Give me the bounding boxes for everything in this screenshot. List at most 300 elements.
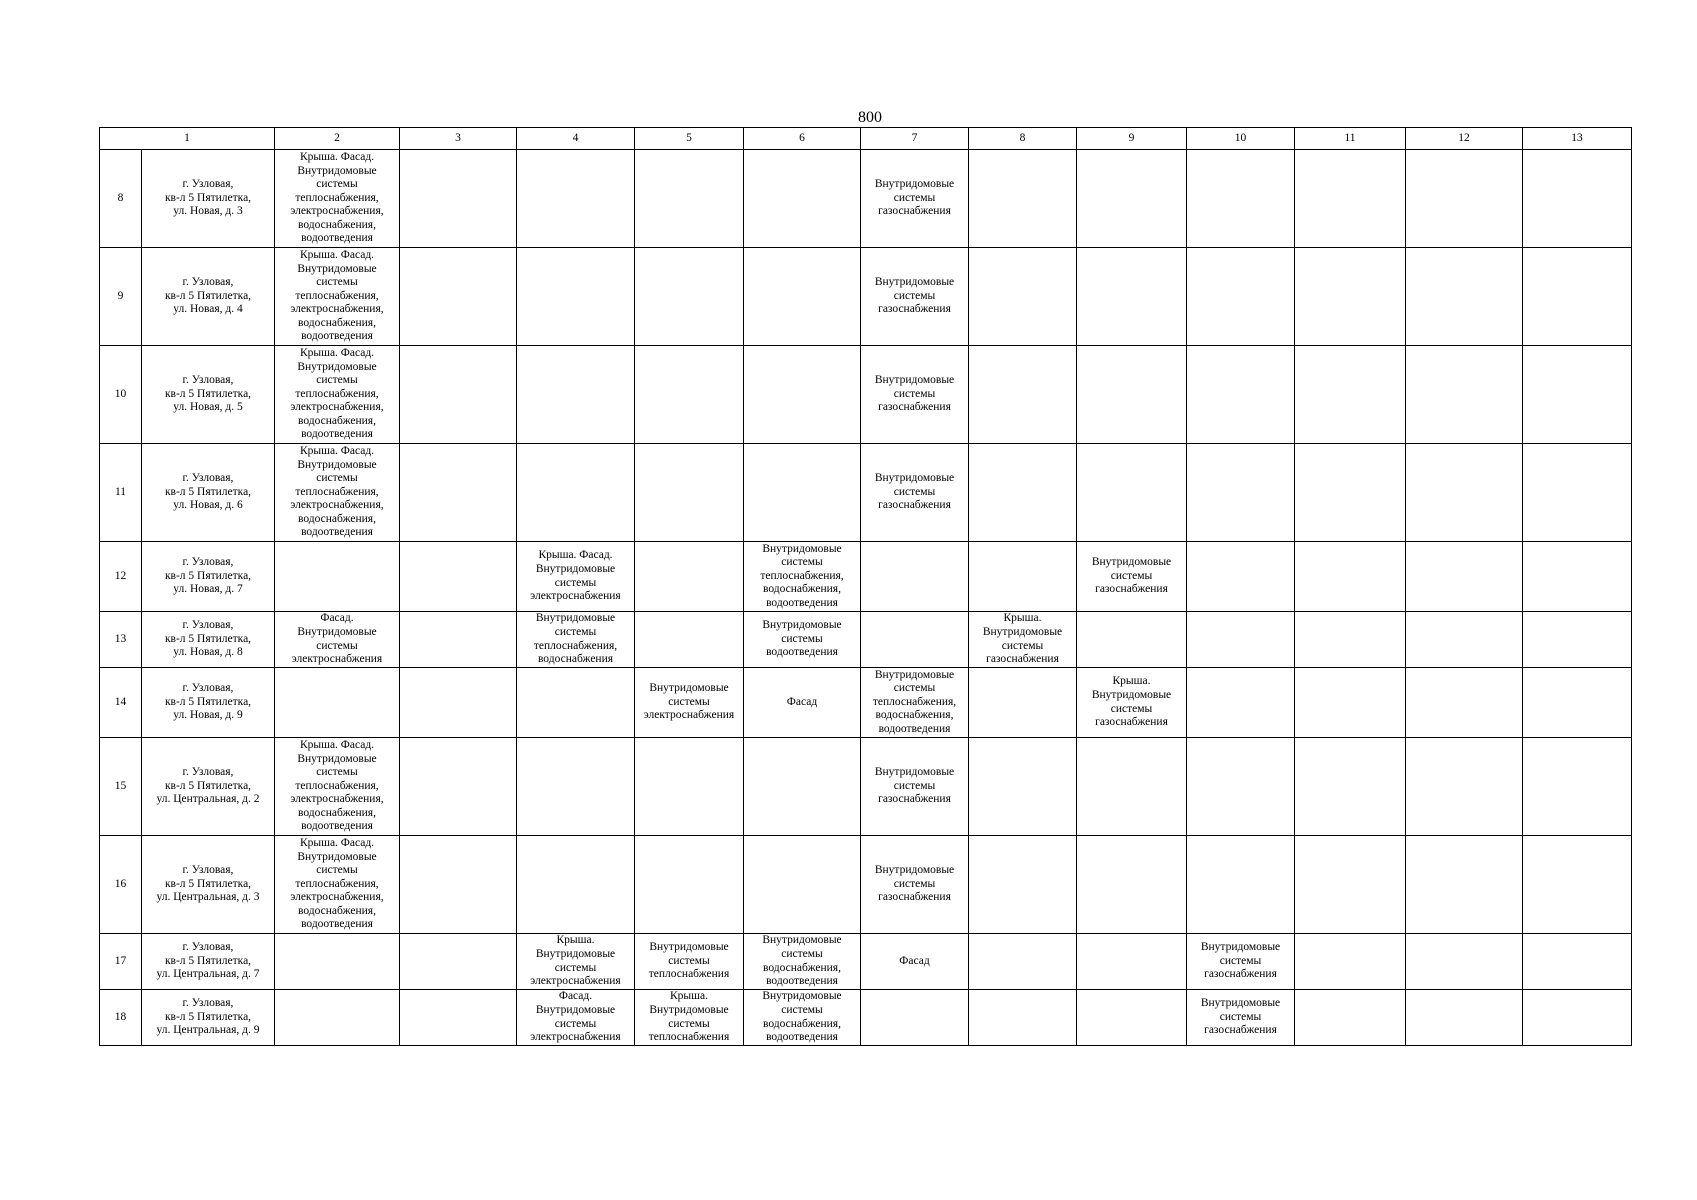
work-cell-col-13 <box>1523 738 1632 836</box>
work-cell-col-3 <box>400 612 517 668</box>
work-text-line: теплоснабжения, <box>295 387 379 400</box>
work-text-line: Внутридомовые <box>874 766 955 779</box>
work-cell-col-4 <box>517 990 635 1046</box>
work-text-line: теплоснабжения <box>648 968 730 981</box>
work-text-line: системы <box>554 576 597 589</box>
work-cell-col-4 <box>517 346 635 444</box>
work-text-line: системы <box>893 485 936 498</box>
work-cell-col-11 <box>1295 668 1406 738</box>
work-cell-col-11 <box>1295 150 1406 248</box>
work-cell-col-2 <box>275 990 400 1046</box>
table-row <box>100 612 1632 668</box>
work-text-line: Внутридомовые <box>297 360 377 373</box>
work-cell-col-9 <box>1077 738 1187 836</box>
work-text-line: теплоснабжения, <box>295 191 379 204</box>
address-cell <box>142 444 275 542</box>
work-cell-col-5 <box>635 150 744 248</box>
work-cell-col-3 <box>400 668 517 738</box>
address-line: ул. Новая, д. 7 <box>173 583 243 596</box>
address-cell <box>142 150 275 248</box>
work-text-line: системы <box>316 766 358 779</box>
work-text-line: водоснабжения <box>537 653 614 666</box>
work-cell-col-2 <box>275 738 400 836</box>
work-cell-col-8 <box>969 248 1077 346</box>
work-text-line: системы <box>316 276 358 289</box>
work-cell-col-7 <box>861 668 969 738</box>
work-text-line: Крыша. Фасад. <box>299 836 375 849</box>
work-cell-col-8 <box>969 542 1077 612</box>
work-cell-col-7 <box>861 346 969 444</box>
work-text-line: системы <box>1219 954 1262 967</box>
work-cell-col-6 <box>744 346 861 444</box>
work-cell-col-8 <box>969 738 1077 836</box>
work-text-line: системы <box>668 695 710 708</box>
work-text-line: системы <box>781 556 823 569</box>
work-cell-col-11 <box>1295 346 1406 444</box>
work-cell-col-8 <box>969 934 1077 990</box>
row-number-cell: 8 <box>100 150 142 248</box>
work-text-line: Крыша. Фасад. <box>299 738 375 751</box>
address-line: г. Узловая, <box>182 941 234 954</box>
work-cell-col-4 <box>517 738 635 836</box>
row-number-cell: 18 <box>100 990 142 1046</box>
address-line: кв-л 5 Пятилетка, <box>164 485 252 498</box>
work-cell-col-7 <box>861 150 969 248</box>
column-header: 10 <box>1187 128 1295 150</box>
work-text-line: газоснабжения <box>1095 583 1168 596</box>
work-cell-col-11 <box>1295 738 1406 836</box>
work-cell-col-11 <box>1295 248 1406 346</box>
work-text-line: водоснабжения, <box>298 806 376 819</box>
work-text-line: системы <box>316 374 358 387</box>
work-cell-col-3 <box>400 934 517 990</box>
work-cell-col-2 <box>275 444 400 542</box>
address-line: ул. Центральная, д. 9 <box>156 1024 260 1037</box>
table-row <box>100 346 1632 444</box>
work-text-line: Крыша. Фасад. <box>538 549 613 562</box>
work-cell-col-13 <box>1523 542 1632 612</box>
work-cell-col-7 <box>861 542 969 612</box>
column-header: 4 <box>517 128 635 150</box>
work-cell-col-10 <box>1187 444 1295 542</box>
work-text-line: водоснабжения, <box>763 961 841 974</box>
work-cell-col-9 <box>1077 934 1187 990</box>
address-line: г. Узловая, <box>182 178 234 191</box>
work-cell-col-6 <box>744 150 861 248</box>
work-text-line: газоснабжения <box>878 303 951 316</box>
address-line: кв-л 5 Пятилетка, <box>164 569 252 582</box>
work-cell-col-7 <box>861 444 969 542</box>
work-cell-col-11 <box>1295 542 1406 612</box>
work-text-line: водоотведения <box>766 1031 838 1044</box>
work-text-line: Внутридомовые <box>874 472 955 485</box>
work-cell-col-5 <box>635 346 744 444</box>
work-text-line: электроснабжения <box>530 1031 621 1044</box>
work-cell-col-8 <box>969 444 1077 542</box>
work-cell-col-13 <box>1523 836 1632 934</box>
table-row <box>100 150 1632 248</box>
work-text-line: электроснабжения, <box>290 793 384 806</box>
work-text-line: электроснабжения, <box>290 499 384 512</box>
address-line: ул. Центральная, д. 3 <box>156 891 260 904</box>
address-cell <box>142 542 275 612</box>
work-text-line: водоснабжения, <box>763 1017 841 1030</box>
work-text-line: системы <box>893 289 936 302</box>
page-number: 800 <box>858 109 882 126</box>
work-cell-col-3 <box>400 738 517 836</box>
work-cell-col-12 <box>1406 150 1523 248</box>
work-cell-col-5 <box>635 668 744 738</box>
address-line: ул. Новая, д. 4 <box>173 303 243 316</box>
work-text-line: системы <box>781 947 823 960</box>
work-text-line: Внутридомовые <box>535 947 616 960</box>
work-text-line: Внутридомовые <box>1091 556 1172 569</box>
work-cell-col-4 <box>517 248 635 346</box>
column-header: 11 <box>1295 128 1406 150</box>
work-cell-col-12 <box>1406 836 1523 934</box>
work-cell-col-12 <box>1406 668 1523 738</box>
work-text-line: Внутридомовые <box>297 164 377 177</box>
work-text-line: Фасад <box>899 954 930 967</box>
work-text-line: водоотведения <box>301 330 373 343</box>
column-header: 6 <box>744 128 861 150</box>
work-text-line: системы <box>1001 639 1044 652</box>
address-line: г. Узловая, <box>182 619 234 632</box>
work-text-line: электроснабжения, <box>290 401 384 414</box>
work-text-line: Фасад. <box>558 990 593 1003</box>
work-text-line: Фасад <box>786 695 818 708</box>
work-text-line: теплоснабжения, <box>872 695 957 708</box>
work-cell-col-7 <box>861 934 969 990</box>
address-cell <box>142 738 275 836</box>
work-cell-col-4 <box>517 836 635 934</box>
work-cell-col-12 <box>1406 612 1523 668</box>
column-header: 2 <box>275 128 400 150</box>
work-text-line: системы <box>1219 1010 1262 1023</box>
work-cell-col-4 <box>517 668 635 738</box>
work-text-line: Внутридомовые <box>297 752 377 765</box>
work-cell-col-9 <box>1077 990 1187 1046</box>
table-row <box>100 248 1632 346</box>
work-cell-col-12 <box>1406 444 1523 542</box>
work-cell-col-10 <box>1187 150 1295 248</box>
work-cell-col-8 <box>969 346 1077 444</box>
repair-schedule-table <box>99 127 1632 1046</box>
work-cell-col-7 <box>861 738 969 836</box>
work-text-line: водоотведения <box>301 232 373 245</box>
address-line: ул. Новая, д. 9 <box>173 709 243 722</box>
address-line: ул. Новая, д. 6 <box>173 499 243 512</box>
address-line: г. Узловая, <box>182 682 234 695</box>
work-text-line: Внутридомовые <box>535 612 616 625</box>
work-text-line: электроснабжения, <box>290 891 384 904</box>
work-cell-col-4 <box>517 542 635 612</box>
work-cell-col-13 <box>1523 668 1632 738</box>
work-cell-col-4 <box>517 934 635 990</box>
row-number-cell: 9 <box>100 248 142 346</box>
work-cell-col-10 <box>1187 542 1295 612</box>
work-text-line: Внутридомовые <box>297 625 377 638</box>
work-text-line: водоотведения <box>878 722 951 735</box>
work-text-line: системы <box>781 1003 823 1016</box>
work-cell-col-6 <box>744 738 861 836</box>
work-text-line: Внутридомовые <box>762 934 842 947</box>
work-text-line: газоснабжения <box>986 653 1059 666</box>
table-row <box>100 990 1632 1046</box>
address-line: г. Узловая, <box>182 997 234 1010</box>
column-header: 12 <box>1406 128 1523 150</box>
work-text-line: водоотведения <box>301 428 373 441</box>
work-text-line: электроснабжения <box>643 709 735 722</box>
row-number-cell: 10 <box>100 346 142 444</box>
work-text-line: системы <box>893 387 936 400</box>
column-header: 7 <box>861 128 969 150</box>
work-cell-col-6 <box>744 612 861 668</box>
work-cell-col-10 <box>1187 612 1295 668</box>
work-text-line: теплоснабжения, <box>533 639 618 652</box>
column-header: 5 <box>635 128 744 150</box>
row-number-cell: 16 <box>100 836 142 934</box>
work-text-line: водоотведения <box>301 526 373 539</box>
work-cell-col-5 <box>635 612 744 668</box>
table-row <box>100 738 1632 836</box>
work-text-line: водоотведения <box>766 646 838 659</box>
work-text-line: системы <box>554 1017 597 1030</box>
work-text-line: водоотведения <box>766 975 838 988</box>
address-line: ул. Центральная, д. 2 <box>156 793 260 806</box>
work-cell-col-9 <box>1077 346 1187 444</box>
work-cell-col-5 <box>635 542 744 612</box>
work-text-line: Внутридомовые <box>762 990 842 1003</box>
work-cell-col-12 <box>1406 738 1523 836</box>
address-line: кв-л 5 Пятилетка, <box>164 695 252 708</box>
row-number-cell: 15 <box>100 738 142 836</box>
address-line: кв-л 5 Пятилетка, <box>164 289 252 302</box>
work-text-line: системы <box>554 961 597 974</box>
work-cell-col-8 <box>969 668 1077 738</box>
work-text-line: газоснабжения <box>1204 1024 1277 1037</box>
column-header: 9 <box>1077 128 1187 150</box>
work-text-line: Внутридомовые <box>649 941 729 954</box>
work-cell-col-6 <box>744 248 861 346</box>
address-line: ул. Новая, д. 8 <box>173 646 243 659</box>
work-text-line: Внутридомовые <box>874 276 955 289</box>
work-text-line: водоотведения <box>301 918 373 931</box>
work-cell-col-7 <box>861 990 969 1046</box>
work-cell-col-4 <box>517 612 635 668</box>
work-text-line: электроснабжения <box>530 975 621 988</box>
work-text-line: Крыша. Фасад. <box>299 346 375 359</box>
work-cell-col-6 <box>744 990 861 1046</box>
work-text-line: Крыша. <box>1112 675 1151 688</box>
column-header: 8 <box>969 128 1077 150</box>
work-text-line: Крыша. Фасад. <box>299 248 375 261</box>
address-line: ул. Новая, д. 5 <box>173 401 243 414</box>
address-line: кв-л 5 Пятилетка, <box>164 1010 252 1023</box>
work-text-line: Внутридомовые <box>982 625 1063 638</box>
address-cell <box>142 612 275 668</box>
work-text-line: Внутридомовые <box>762 619 842 632</box>
work-cell-col-5 <box>635 934 744 990</box>
work-cell-col-8 <box>969 836 1077 934</box>
row-number-cell: 12 <box>100 542 142 612</box>
work-text-line: газоснабжения <box>1095 716 1168 729</box>
work-cell-col-9 <box>1077 444 1187 542</box>
work-text-line: Фасад. <box>320 612 354 625</box>
work-text-line: Крыша. Фасад. <box>299 150 375 163</box>
work-text-line: системы <box>893 682 936 695</box>
work-cell-col-3 <box>400 248 517 346</box>
work-text-line: Внутридомовые <box>874 178 955 191</box>
work-cell-col-11 <box>1295 990 1406 1046</box>
work-text-line: системы <box>893 779 936 792</box>
work-text-line: газоснабжения <box>878 891 951 904</box>
address-line: г. Узловая, <box>182 556 234 569</box>
work-text-line: водоснабжения, <box>298 414 376 427</box>
work-cell-col-5 <box>635 836 744 934</box>
work-text-line: теплоснабжения <box>648 1031 730 1044</box>
work-text-line: системы <box>316 864 358 877</box>
work-text-line: водоснабжения, <box>763 583 841 596</box>
work-text-line: электроснабжения, <box>290 303 384 316</box>
address-cell <box>142 990 275 1046</box>
row-number-cell: 14 <box>100 668 142 738</box>
work-text-line: Внутридомовые <box>762 542 842 555</box>
row-number-cell: 17 <box>100 934 142 990</box>
work-cell-col-10 <box>1187 738 1295 836</box>
work-text-line: Внутридомовые <box>649 1003 729 1016</box>
work-cell-col-13 <box>1523 444 1632 542</box>
work-text-line: газоснабжения <box>878 401 951 414</box>
work-text-line: электроснабжения <box>530 590 621 603</box>
work-text-line: Внутридомовые <box>1091 688 1172 701</box>
work-cell-col-12 <box>1406 934 1523 990</box>
table-body <box>100 150 1632 1046</box>
work-text-line: Внутридомовые <box>535 1003 616 1016</box>
work-cell-col-9 <box>1077 150 1187 248</box>
work-cell-col-13 <box>1523 150 1632 248</box>
work-text-line: Крыша. <box>670 990 708 1003</box>
address-line: кв-л 5 Пятилетка, <box>164 191 252 204</box>
work-cell-col-3 <box>400 542 517 612</box>
work-cell-col-9 <box>1077 542 1187 612</box>
work-cell-col-9 <box>1077 668 1187 738</box>
work-text-line: системы <box>316 639 358 652</box>
work-text-line: Внутридомовые <box>297 262 377 275</box>
work-cell-col-3 <box>400 444 517 542</box>
work-text-line: газоснабжения <box>878 499 951 512</box>
work-cell-col-6 <box>744 668 861 738</box>
work-text-line: Внутридомовые <box>297 458 377 471</box>
table-row <box>100 444 1632 542</box>
work-cell-col-5 <box>635 444 744 542</box>
work-text-line: теплоснабжения, <box>295 485 379 498</box>
work-cell-col-8 <box>969 150 1077 248</box>
work-cell-col-4 <box>517 150 635 248</box>
work-text-line: водоснабжения, <box>875 709 954 722</box>
work-text-line: водоснабжения, <box>298 904 376 917</box>
work-text-line: Внутридомовые <box>874 864 955 877</box>
work-cell-col-5 <box>635 990 744 1046</box>
address-line: ул. Центральная, д. 7 <box>156 968 260 981</box>
work-text-line: Внутридомовые <box>297 850 377 863</box>
work-cell-col-13 <box>1523 248 1632 346</box>
work-text-line: теплоснабжения, <box>295 877 379 890</box>
work-text-line: водоснабжения, <box>298 218 376 231</box>
work-cell-col-6 <box>744 836 861 934</box>
work-text-line: системы <box>781 632 823 645</box>
work-cell-col-12 <box>1406 346 1523 444</box>
work-cell-col-13 <box>1523 934 1632 990</box>
work-text-line: системы <box>316 472 358 485</box>
work-text-line: газоснабжения <box>878 793 951 806</box>
work-cell-col-9 <box>1077 612 1187 668</box>
row-number-cell: 13 <box>100 612 142 668</box>
work-text-line: водоотведения <box>766 596 838 609</box>
work-cell-col-13 <box>1523 346 1632 444</box>
work-text-line: Крыша. <box>556 934 595 947</box>
work-text-line: газоснабжения <box>1204 968 1277 981</box>
work-text-line: водоотведения <box>301 820 373 833</box>
work-cell-col-7 <box>861 836 969 934</box>
work-cell-col-2 <box>275 542 400 612</box>
work-text-line: системы <box>1110 702 1153 715</box>
address-line: кв-л 5 Пятилетка, <box>164 632 252 645</box>
work-cell-col-4 <box>517 444 635 542</box>
work-cell-col-9 <box>1077 248 1187 346</box>
work-text-line: Внутридомовые <box>874 374 955 387</box>
work-cell-col-3 <box>400 990 517 1046</box>
work-cell-col-2 <box>275 150 400 248</box>
work-text-line: системы <box>893 877 936 890</box>
work-cell-col-11 <box>1295 934 1406 990</box>
work-cell-col-13 <box>1523 990 1632 1046</box>
work-cell-col-5 <box>635 248 744 346</box>
work-cell-col-6 <box>744 444 861 542</box>
column-number-row <box>100 128 1632 150</box>
address-cell <box>142 668 275 738</box>
work-text-line: газоснабжения <box>878 205 951 218</box>
work-cell-col-10 <box>1187 668 1295 738</box>
work-text-line: теплоснабжения, <box>295 779 379 792</box>
work-cell-col-8 <box>969 612 1077 668</box>
work-text-line: теплоснабжения, <box>295 289 379 302</box>
work-cell-col-7 <box>861 612 969 668</box>
work-text-line: Внутридомовые <box>1200 997 1281 1010</box>
table-row <box>100 668 1632 738</box>
work-text-line: системы <box>893 191 936 204</box>
work-cell-col-10 <box>1187 836 1295 934</box>
address-line: кв-л 5 Пятилетка, <box>164 954 252 967</box>
address-line: кв-л 5 Пятилетка, <box>164 387 252 400</box>
work-text-line: водоснабжения, <box>298 512 376 525</box>
column-header: 13 <box>1523 128 1632 150</box>
work-text-line: Внутридомовые <box>1200 941 1281 954</box>
work-text-line: Крыша. Фасад. <box>299 444 375 457</box>
work-cell-col-8 <box>969 990 1077 1046</box>
work-cell-col-10 <box>1187 934 1295 990</box>
work-text-line: электроснабжения, <box>290 205 384 218</box>
work-text-line: теплоснабжения, <box>760 569 844 582</box>
work-text-line: Внутридомовые <box>649 682 729 695</box>
work-cell-col-10 <box>1187 248 1295 346</box>
work-text-line: системы <box>316 178 358 191</box>
work-cell-col-7 <box>861 248 969 346</box>
work-cell-col-10 <box>1187 346 1295 444</box>
work-cell-col-2 <box>275 612 400 668</box>
row-number-cell: 11 <box>100 444 142 542</box>
work-text-line: системы <box>554 625 597 638</box>
